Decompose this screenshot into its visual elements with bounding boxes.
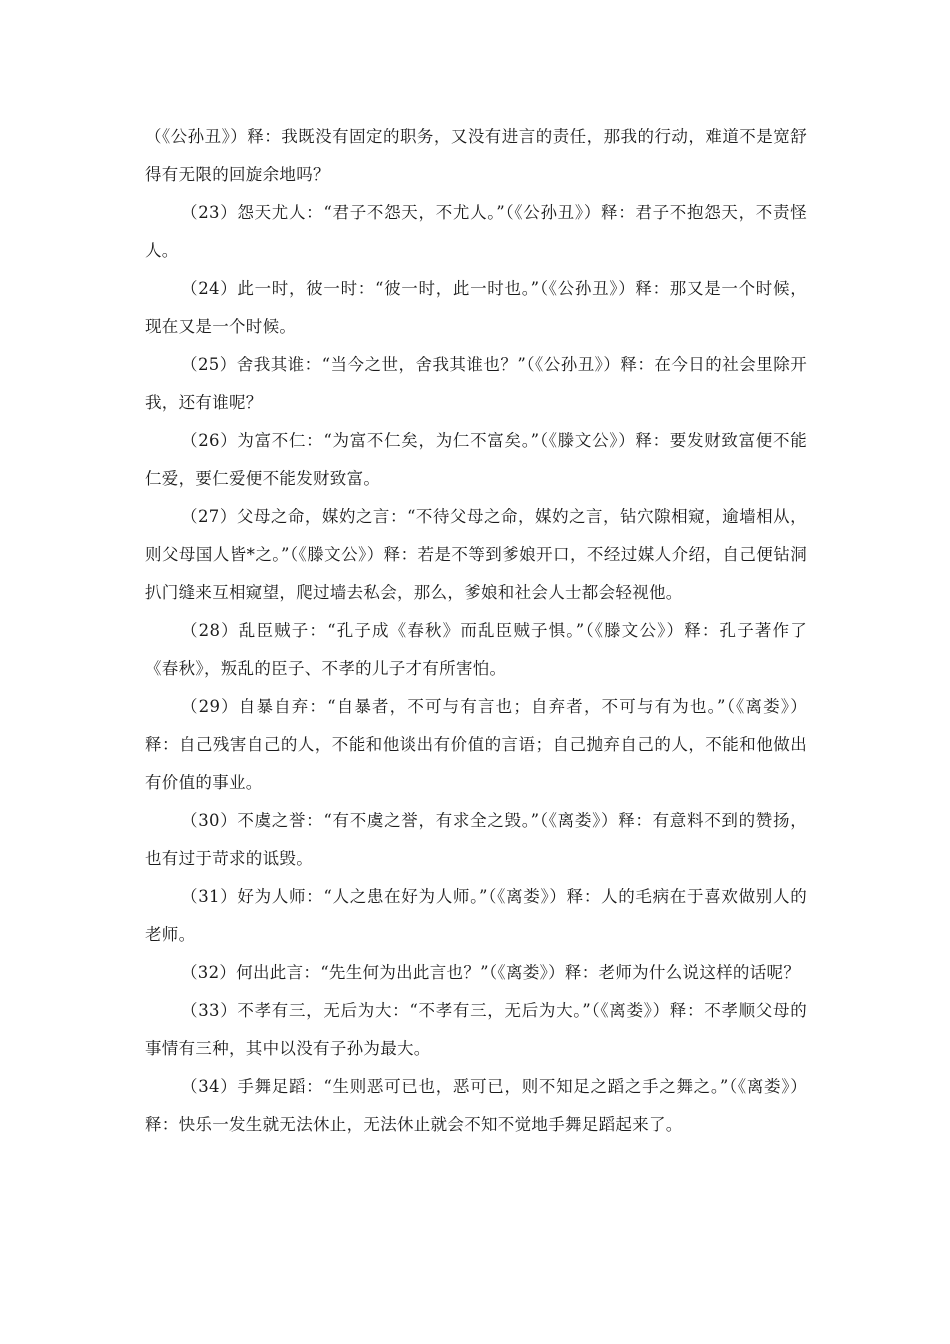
- paragraph-item-28: （28）乱臣贼子：“孔子成《春秋》而乱臣贼子惧。”（《滕文公》）释：孔子著作了《春秋》，叛乱的臣子、不孝的儿子才有所害怕。: [145, 621, 807, 678]
- paragraph-item-32: （32）何出此言：“先生何为出此言也？”（《离娄》）释：老师为什么说这样的话呢？: [181, 963, 801, 982]
- paragraph-item-25: （25）舍我其谁：“当今之世，舍我其谁也？”（《公孙丑》）释：在今日的社会里除开我，还有谁呢？: [145, 355, 807, 412]
- paragraph-continued: （《公孙丑》）释：我既没有固定的职务，又没有进言的责任，那我的行动，难道不是宽舒得有无限的回旋余地吗？: [145, 127, 807, 184]
- paragraph-item-26: （26）为富不仁：“为富不仁矣，为仁不富矣。”（《滕文公》）释：要发财致富便不能仁爱，要仁爱便不能发财致富。: [145, 431, 807, 488]
- paragraph-item-29: （29）自暴自弃：“自暴者，不可与有言也；自弃者，不可与有为也。”（《离娄》）释：自己残害自己的人，不能和他谈出有价值的言语；自己抛弃自己的人，不能和他做出有价值的事业。: [145, 697, 807, 792]
- paragraph-item-27: （27）父母之命，媒妁之言：“不待父母之命，媒妁之言，钻穴隙相窥，逾墙相从，则父母国人皆*之。”（《滕文公》）释：若是不等到爹娘开口，不经过媒人介绍，自己便钻洞扒门缝来互相窥望，爬过墙去私会，那么，爹娘和社会人士都会轻视他。: [145, 507, 807, 602]
- document-page: [145, 118, 807, 1144]
- paragraph-item-33: （33）不孝有三，无后为大：“不孝有三，无后为大。”（《离娄》）释：不孝顺父母的事情有三种，其中以没有子孙为最大。: [145, 1001, 807, 1058]
- paragraph-item-30: （30）不虞之誉：“有不虞之誉，有求全之毁。”（《离娄》）释：有意料不到的赞扬，也有过于苛求的诋毁。: [145, 811, 807, 868]
- paragraph-item-24: （24）此一时，彼一时：“彼一时，此一时也。”（《公孙丑》）释：那又是一个时候，现在又是一个时候。: [145, 279, 807, 336]
- paragraph-item-23: （23）怨天尤人：“君子不怨天，不尤人。”（《公孙丑》）释：君子不抱怨天，不责怪人。: [145, 203, 807, 260]
- paragraph-item-31: （31）好为人师：“人之患在好为人师。”（《离娄》）释：人的毛病在于喜欢做别人的老师。: [145, 887, 807, 944]
- paragraph-item-34: （34）手舞足蹈：“生则恶可已也，恶可已，则不知足之蹈之手之舞之。”（《离娄》）释：快乐一发生就无法休止，无法休止就会不知不觉地手舞足蹈起来了。: [145, 1077, 807, 1134]
